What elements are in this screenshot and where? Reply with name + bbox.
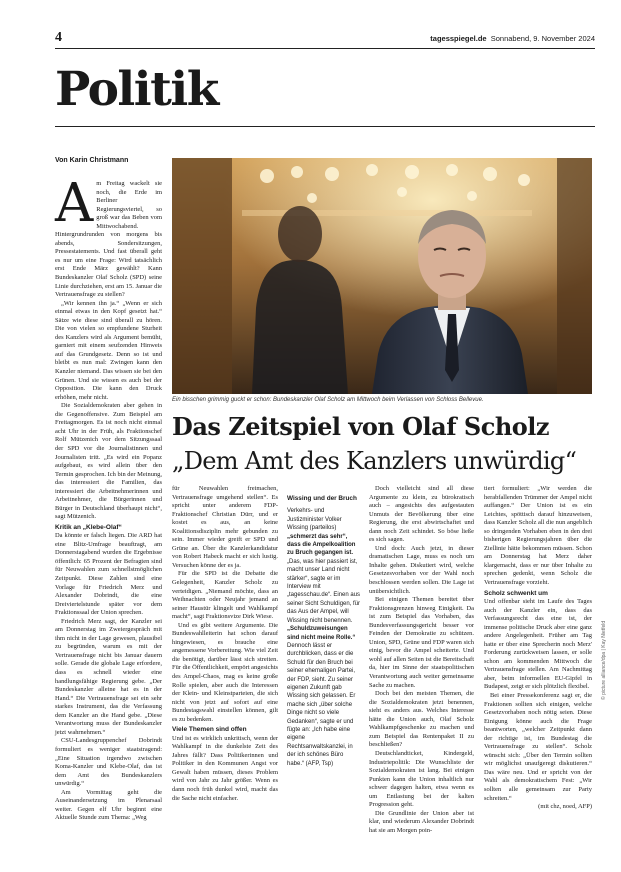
paragraph: Da könnte er falsch liegen. Die ARD hat eine Blitz-Umfrage beauftragt, am Donnerstagabend wurden die Ergebnisse öffentlich: 65 Prozent der Befragten sind für Neuwahlen zum schnellstmöglichen Zeitpunkt. Diese Zahlen sind eine Vorlage für Friedrich Merz und Alexander Dobrindt, die eine Dreiviertelstunde später vor dem Fraktionssaal der Union sprechen. (55, 532, 162, 617)
paragraph: Die Grundlinie der Union aber ist klar, und wiederum Alexander Dobrindt hat sie am Morgen poin- (369, 809, 474, 834)
sidebar-box (287, 495, 361, 768)
sidebar-title: Wissing und der Bruch (287, 495, 357, 502)
issue-date: Sonnabend, 9. November 2024 (490, 34, 595, 43)
paragraph: Doch vielleicht sind all diese Argumente zu klein, zu bürokratisch auch – angesichts des aufgestauten Unmuts der Bevölkerung über eine Regierung, die erst abwirtschaftet und dann noch Zeit schindet. So böse ließe es sich sagen. (369, 485, 474, 544)
article-column-5 (484, 485, 592, 812)
byline: Von Karin Christmann (55, 157, 129, 164)
paragraph: Am Vormittag geht die Auseinandersetzung im Plenarsaal weiter. Gegen elf Uhr beginnt eine Aktuelle Stunde zum Thema: „Weg (55, 788, 162, 822)
sidebar-text-part: Verkehrs- und Justizminister Volker Wissing (parteilos) (287, 508, 342, 532)
page-number: 4 (55, 30, 62, 45)
paragraph: m Freitag wackelt sie noch, die Erde im Berliner Regierungsviertel, so groß war das Beben vom Mittwochabend. Hintergrundrunden von morgens bis abends, Sondersitzungen, Pressestatements. Und fast überall geht es nur um eine Frage: Wird tatsächlich erst Ende März gewählt? Kann Bundeskanzler Olaf Scholz (SPD) seine Linie durchziehen, erst am 15. Januar die Vertrauensfrage zu stellen? (55, 180, 162, 299)
article-headline: Das Zeitspiel von Olaf Scholz (172, 412, 550, 441)
paragraph: Für die SPD ist die Debatte die Gelegenheit, Kanzler Scholz zu verteidigen. „Niemand möchte, dass an Weihnachten oder Neujahr jemand an seiner Haustür klingelt und Wahlkampf macht“, sagt Fraktionsvize Dirk Wiese. (172, 570, 278, 621)
article-photo (172, 158, 592, 394)
paragraph: CSU-Landesgruppenchef Dobrindt formuliert es weniger staatstragend: „Eine Situation irgendwo zwischen Koma-Kanzler und Klebe-Olaf, das ist dem Amt des Bundeskanzlers unwürdig.“ (55, 737, 162, 788)
photo-scholz (172, 158, 592, 394)
paragraph: Deutschlandticket, Kindergeld, Industriepolitik: Die Wunschliste der Sozialdemokraten ist lang. Bei einigen Punkten kann die Union inhaltlich nur schwer dagegen halten, etwa wenn es um Entlastung bei der kalten Progression geht. (369, 749, 474, 809)
sidebar-bold-quote: „schmerzt das sehr“, dass die Ampelkoalition zu Bruch gegangen ist. (287, 533, 356, 557)
article-column-2 (172, 485, 278, 803)
header-rule (55, 48, 595, 49)
paragraph: Bei einer Pressekonferenz sagt er, die Fraktionen sollten sich einigen, welche Gesetzvorhaben noch nötig seien. Diese Einigung könne auch die Frage beantworten, „welcher Zeitpunkt dann der richtige ist, im Bundestag die Vertrauensfrage zu stellen“. Scholz wünscht sich: „Über den Termin sollten wir möglichst unaufgeregt diskutieren.“ Das wäre neu. Und er spricht von der Wahl als demokratischem Fest: „Wir sollten alle gemeinsam zur Party schreiten.“ (484, 691, 592, 802)
publication-date (430, 34, 595, 43)
photo-caption: Ein bisschen grimmig guckt er schon: Bundeskanzler Olaf Scholz am Mittwoch beim Verlassen von Schloss Bellevue. (172, 397, 484, 403)
subheading: Viele Themen sind offen (172, 726, 247, 734)
publication-name: tagesspiegel.de (430, 34, 487, 43)
author-abbreviations: (mit chz, noed, AFP) (538, 803, 592, 811)
paragraph: „Wir kennen ihn ja.“ „Wenn er sich einmal etwas in den Kopf gesetzt hat.“ Sätze wie diese sind überall zu hören. Die von vielen so empfundene Sturheit des Kanzlers wird als Argument bemüht, garniert mit einem seufzenden Hinweis auf das Grundgesetz. Denn so ist und bleibt es nun mal: Zwingen kann den Kanzler niemand. Das wissen sie bei den Grünen. Und sie wissen es auch bei der Opposition. Die kann den Druck erhöhen, mehr nicht. (55, 299, 162, 401)
paragraph: Bei einigen Themen bereitet über Fraktionsgrenzen hinweg Einigkeit. Da ist zum Beispiel das Vorhaben, das Bundesverfassungsgericht besser vor Feinden der Demokratie zu schützen. Union, SPD, Grüne und FDP waren sich einig, bevor die Ampel scheiterte. Und wohl auf allen Seiten ist die Bereitschaft da, hier im Sinne der staatspolitischen Verantwortung auch weiter gemeinsame Sache zu machen. (369, 596, 474, 689)
section-rule (55, 126, 595, 127)
paragraph: Und doch: Auch jetzt, in dieser dramatischen Lage, muss es noch um Inhalte gehen. Diskutiert wird, welche Gesetzesvorhaben vor der Wahl noch beschlossen werden sollen. Die Lage ist unübersichtlich. (369, 544, 474, 595)
subheading: Scholz schwenkt um (484, 589, 548, 597)
paragraph: für Neuwahlen freimachen, Vertrauensfrage umgehend stellen“. Es spricht unter anderem FDP-Fraktionschef Christian Dürr, und er kostet es aus, an keine Koalitionsdisziplin mehr gebunden zu sein. Immer wieder greift er SPD und Grüne an. Über die Kanzlerkandidatur von Robert Habeck macht er sich lustig. Versuchen könne der es ja. (172, 485, 278, 569)
sidebar-text-part: „Das, was hier passiert ist, macht unser Land nicht stärker“, sagte er im Interview mit „tagesschau.de“. Einen aus seiner Sicht Schuldigen, für das Aus der Ampel, will Wissing nicht benennen. (287, 558, 361, 624)
article-column-4 (369, 485, 474, 835)
paragraph: Die Sozialdemokraten aber gehen in die Gegenoffensive. Zum Beispiel am Freitagmorgen. Es ist noch nicht einmal acht Uhr in der Früh, als Fraktionschef Rolf Mützenich vor dem Sitzungssaal der SPD vor die Journalistinnen und Journalisten tritt. „Es wird ein Popanz aufgebaut, es wird allein über den Termin gesprochen. Ich bin der Meinung, das interessiert die Familien, das interessiert die Arbeitnehmerinnen und Arbeitnehmer, die Bürgerinnen und Bürger in Deutschland überhaupt nicht“, sagt Mützenich. (55, 402, 162, 521)
paragraph: Doch bei den meisten Themen, die die Sozialdemokraten jetzt benennen, sieht es anders aus. Welches Interesse hätte die Union auch, Olaf Scholz Wahlkampfgeschenke zu machen und zum Beispiel das Rentenpaket II zu beschließen? (369, 690, 474, 749)
article-column-1 (55, 173, 162, 823)
sidebar-bold-quote: „Schuldzuweisungen sind nicht meine Rolle.“ (287, 626, 356, 641)
paragraph: Und offenbar sieht im Laufe des Tages auch der Kanzler ein, dass das Verfassungsrecht das eine ist, der immense politische Druck aber eine ganz andere Angelegenheit. Früher am Tag hatte er über eine Sprecherin noch Merz' Forderung zurückweisen lassen, er solle schon am kommenden Mittwoch die Vertrauensfrage stellen. Am Nachmittag aber, beim informellen EU-Gipfel in Budapest, zeigt er sich plötzlich flexibel. (484, 597, 592, 691)
sidebar-text (287, 507, 361, 768)
article-subheadline: „Dem Amt des Kanzlers unwürdig“ (172, 447, 577, 475)
page-header (55, 30, 595, 48)
drop-cap: A (55, 173, 94, 234)
subheading: Kritik an „Klebe-Olaf“ (55, 523, 122, 531)
sidebar-text-part: Dennoch lässt er durchblicken, dass er die Schuld für den Bruch bei seiner ehemaligen Partei, der FDP, sieht. Zu seiner eigenen Zukunft gab Wissing sich gelassen. Er mache sich „über solche Dinge nicht so viele Gedanken“, sagte er und fügte an: „Ich habe eine eigene Rechtsanwaltskanzlei, in der ich schönes Büro habe.“ (AFP, Tsp) (287, 642, 356, 767)
paragraph: Friedrich Merz sagt, der Kanzler sei am Donnerstag im Zweiergespräch mit ihm nicht in der Lage gewesen, plausibel zu begründen, warum es mit der Vertrauensfrage nicht bis Januar dauern solle. Gerade die globale Lage erfordere, dass es schnell wieder eine handlungsfähige Regierung gebe. „Der Bundeskanzler alleine hat es in der Hand.“ Die Vertrauensfrage sei ein sehr starkes Instrument, das die Verfassung dem Kanzler an die Hand gebe. „Diese Verantwortung muss der Bundeskanzler jetzt wahrnehmen.“ (55, 617, 162, 736)
paragraph: Und es gibt weitere Argumente. Die Bundeswahlleiterin hat schon darauf hingewiesen, es brauche eine angemessene Vorbereitung. Wie viel Zeit die benötigt, darüber lässt sich streiten. Für die Öffentlichkeit, empört angesichts des Ampel-Chaos, mag es keine große Rolle spielen, aber auch die Interessen der Klein- und Kleinstparteien, die sich nicht von jetzt auf sofort auf eine Bundestagswahl einstellen können, gilt es zu bedenken. (172, 621, 278, 723)
section-title: Politik (55, 62, 218, 117)
paragraph: tiert formuliert: „Wir werden die herabfallenden Trümmer der Ampel nicht auffangen.“ Der Union ist es ein Leichtes, spöttisch darauf hinzuweisen, dass Kanzler Scholz all die nun angeblich so dringenden Vorhaben eben in den drei bisherigen Regierungsjahren über die Ziellinie hätte bekommen müssen. Schon am Donnerstag hat Merz daher klargemacht, dass er nur über Inhalte zu sprechen gedenkt, wenn Scholz die Vertrauensfrage vorzieht. (484, 485, 592, 587)
paragraph: Und ist es wirklich unkritisch, wenn der Wahlkampf in die dunkelste Zeit des Jahres fällt? Dass Politikerinnen und Politiker in den Kommunen Angst vor Gewalt haben müssen, dieses Problem wird von Jahr zu Jahr größer. Wenn es dann noch früh dunkel wird, macht das die Sache nicht einfacher. (172, 734, 278, 802)
photo-credit: © picture alliance/dpa | Kay Nietfeld (601, 620, 607, 700)
